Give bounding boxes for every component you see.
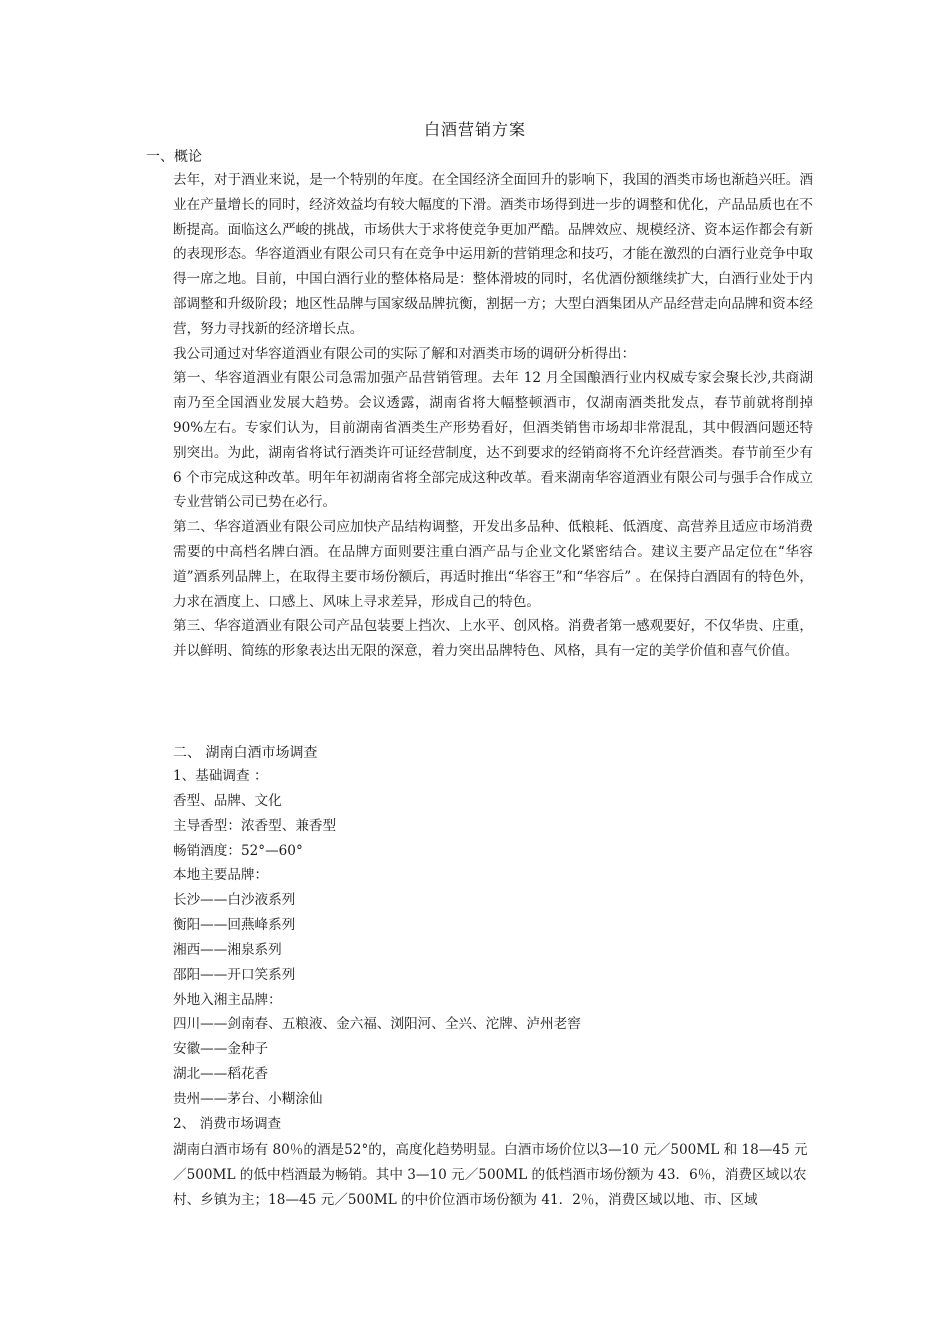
paragraph: 第三、华容道酒业有限公司产品包装要上挡次、上水平、创风格。消费者第一感观要好，不仅华贵、庄重，并以鲜明、简练的形象表达出无限的深意，着力突出品牌特色、风格，具有一定的美学价值和喜气价值。 (173, 618, 813, 660)
list-item: 畅销酒度：52°—60° (173, 842, 303, 859)
list-item: 湘西——湘泉系列 (173, 941, 282, 958)
list-item: 本地主要品牌： (173, 867, 269, 884)
list-item: 邵阳——开口笑系列 (173, 966, 296, 983)
paragraph: 第一、华容道酒业有限公司急需加强产品营销管理。去年 12 月全国酿酒行业内权威专家会聚长沙,共商湖南乃至全国酒业发展大趋势。会议透露，湖南省将大幅整顿酒市，仅湖南酒类批发点，春节前就将削掉 90%左右。专家们认为，目前湖南省酒类生产形势看好，但酒类销售市场却非常混乱，其中假酒问题还特别突出。为此，湖南省将试行酒类许可证经营制度，达不到要求的经销商将不允许经营酒类。春节前至少有 6 个市完成这种改革。明年年初湖南省将全部完成这种改革。看来湖南华容道酒业有限公司与强手合作成立专业营销公司已势在必行。 (173, 370, 813, 511)
list-item: 贵州——茅台、小糊涂仙 (173, 1090, 323, 1107)
section1-body (173, 168, 813, 664)
list-item: 主导香型：浓香型、兼香型 (173, 817, 337, 834)
section1-heading: 一、概论 (146, 149, 202, 165)
list-item: 香型、品牌、文化 (173, 792, 282, 809)
market-paragraph: 湖南白酒市场有 80％的酒是52°的，高度化趋势明显。白酒市场价位以3—10 元／500ML 和 18—45 元／500ML 的低中档酒最为畅销。其中 3—10 元／500ML 的低档酒市场份额为 43．6％，消费区域以农村、乡镇为主；18—45 元／500ML 的中价位酒市场份额为 41．2％，消费区域以地、市、区域 (173, 1142, 808, 1208)
section2-list (173, 764, 823, 1137)
list-item: 四川——剑南春、五粮液、金六福、浏阳河、全兴、沱牌、泸州老窖 (173, 1016, 581, 1033)
section2-heading: 二、 湖南白酒市场调查 (173, 745, 318, 761)
paragraph: 第二、华容道酒业有限公司应加快产品结构调整，开发出多品种、低粮耗、低酒度、高营养且适应市场消费需要的中高档名牌白酒。在品牌方面则要注重白酒产品与企业文化紧密结合。建议主要产品定位在“华容道”酒系列品牌上，在取得主要市场份额后，再适时推出“华容王”和“华容后” 。在保持白酒固有的特色外，力求在酒度上、口感上、风味上寻求差异，形成自己的特色。 (173, 519, 813, 610)
list-item: 衡阳——回燕峰系列 (173, 917, 296, 934)
list-item: 1、基础调查 ： (173, 768, 268, 784)
paragraph: 去年，对于酒业来说，是一个特别的年度。在全国经济全面回升的影响下，我国的酒类市场也渐趋兴旺。酒业在产量增长的同时，经济效益均有较大幅度的下滑。酒类市场得到进一步的调整和优化，产品品质也在不断提高。面临这么严峻的挑战，市场供大于求将使竞争更加严酷。品牌效应、规模经济、资本运作都会有新的表现形态。华容道酒业有限公司只有在竞争中运用新的营销理念和技巧，才能在激烈的白酒行业竞争中取得一席之地。目前，中国白酒行业的整体格局是：整体滑坡的同时，名优酒份额继续扩大，白酒行业处于内部调整和升级阶段；地区性品牌与国家级品牌抗衡，割据一方；大型白酒集团从产品经营走向品牌和资本经营，努力寻找新的经济增长点。 (173, 172, 813, 337)
list-item: 长沙——白沙液系列 (173, 892, 296, 909)
list-item: 安徽——金种子 (173, 1041, 269, 1058)
list-item: 2、 消费市场调查 (173, 1115, 282, 1132)
list-item: 湖北——稻花香 (173, 1066, 269, 1083)
paragraph: 我公司通过对华容道酒业有限公司的实际了解和对酒类市场的调研分析得出： (173, 345, 636, 362)
list-item: 外地入湘主品牌： (173, 991, 282, 1008)
page-title: 白酒营销方案 (423, 120, 526, 139)
